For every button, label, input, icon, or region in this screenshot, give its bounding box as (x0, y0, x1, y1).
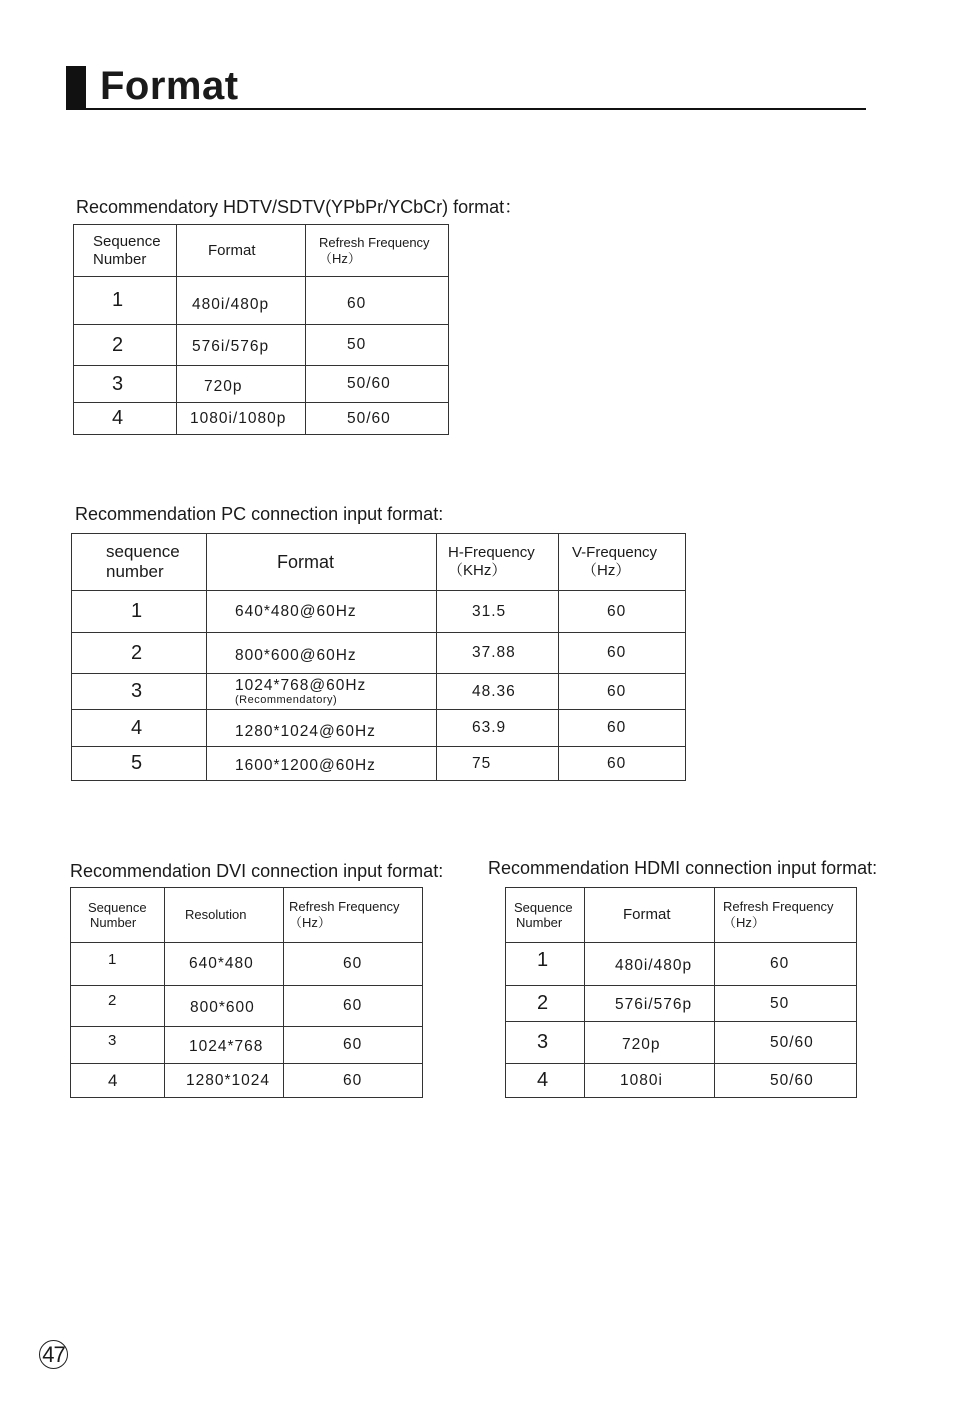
row-refresh: 50 (306, 325, 449, 366)
header-seq-line1: Sequence (93, 232, 161, 250)
row-v-frequency: 60 (559, 747, 686, 781)
header-sequence-number (72, 534, 207, 591)
row-number: 4 (72, 710, 207, 747)
row-refresh: 60 (715, 943, 857, 986)
row-number: 3 (74, 366, 177, 403)
table-row (72, 591, 686, 633)
header-refresh-frequency (284, 888, 423, 943)
table-header-row (72, 534, 686, 591)
table-header-row (506, 888, 857, 943)
table-row (506, 1022, 857, 1064)
row-number: 1 (74, 277, 177, 325)
table-row (72, 747, 686, 781)
row-h-frequency: 48.36 (437, 674, 559, 710)
pc-caption: Recommendation PC connection input format: (75, 504, 444, 524)
table-row (71, 943, 423, 986)
row-number: 3 (506, 1022, 585, 1064)
header-refresh-line2: （Hz） (319, 250, 361, 266)
row-h-frequency: 31.5 (437, 591, 559, 633)
hdtv-table (73, 224, 449, 435)
row-v-frequency: 60 (559, 633, 686, 674)
row-number: 3 (71, 1027, 165, 1064)
table-row (72, 633, 686, 674)
row-number: 2 (72, 633, 207, 674)
row-refresh: 60 (306, 277, 449, 325)
row-refresh: 50/60 (715, 1022, 857, 1064)
row-refresh: 50/60 (306, 366, 449, 403)
header-refresh-frequency (306, 225, 449, 277)
row-v-frequency: 60 (559, 710, 686, 747)
row-refresh: 60 (284, 1027, 423, 1064)
header-seq-line1: sequence (106, 542, 180, 561)
row-h-frequency: 75 (437, 747, 559, 781)
title-divider (66, 108, 866, 110)
header-format: Format (585, 888, 715, 943)
table-row (506, 986, 857, 1022)
row-refresh: 60 (284, 1064, 423, 1098)
row-format: 800*600@60Hz (207, 633, 437, 674)
page-number: 47 (39, 1340, 68, 1369)
row-resolution: 800*600 (165, 986, 284, 1027)
header-seq-line2: Number (516, 915, 563, 930)
row-format: 1280*1024@60Hz (207, 710, 437, 747)
header-v-frequency (559, 534, 686, 591)
hdtv-caption: Recommendatory HDTV/SDTV(YPbPr/YCbCr) format： (76, 197, 523, 217)
row-format: 576i/576p (177, 325, 306, 366)
header-format: Format (177, 225, 306, 277)
table-row (74, 403, 449, 435)
row-v-frequency: 60 (559, 591, 686, 633)
header-seq-line2: Number (93, 250, 147, 268)
row-format: 1600*1200@60Hz (207, 747, 437, 781)
header-refresh-frequency (715, 888, 857, 943)
row-refresh: 50/60 (306, 403, 449, 435)
row-format: 1024*768@60Hz (235, 676, 367, 694)
header-seq-line1: Sequence (88, 900, 147, 915)
row-refresh: 60 (284, 986, 423, 1027)
row-refresh: 50/60 (715, 1064, 857, 1098)
page-title: Format (100, 64, 239, 108)
row-h-frequency: 37.88 (437, 633, 559, 674)
dvi-caption: Recommendation DVI connection input format: (70, 861, 444, 881)
table-row (74, 277, 449, 325)
row-number: 4 (506, 1064, 585, 1098)
table-row (74, 325, 449, 366)
row-format: 1080i (585, 1064, 715, 1098)
row-resolution: 1024*768 (165, 1027, 284, 1064)
table-row (506, 943, 857, 986)
row-number: 1 (506, 943, 585, 986)
hdmi-caption: Recommendation HDMI connection input format: (488, 858, 878, 878)
header-seq-line1: Sequence (514, 900, 573, 915)
header-resolution: Resolution (165, 888, 284, 943)
dvi-table (70, 887, 423, 1098)
row-number: 5 (72, 747, 207, 781)
header-h-frequency (437, 534, 559, 591)
row-h-frequency: 63.9 (437, 710, 559, 747)
header-vfreq-line2: （Hz） (582, 562, 631, 579)
row-format: 480i/480p (177, 277, 306, 325)
row-number: 1 (71, 943, 165, 986)
header-refresh-line2: （Hz） (723, 915, 765, 930)
row-number: 2 (506, 986, 585, 1022)
header-refresh-line1: Refresh Frequency (319, 234, 430, 250)
table-row (74, 366, 449, 403)
title-accent-bar (66, 66, 86, 110)
row-refresh: 60 (284, 943, 423, 986)
header-vfreq-line1: V-Frequency (572, 544, 658, 561)
table-row (72, 710, 686, 747)
row-number: 1 (72, 591, 207, 633)
table-header-row (71, 888, 423, 943)
row-format: 640*480@60Hz (207, 591, 437, 633)
row-resolution: 640*480 (165, 943, 284, 986)
row-v-frequency: 60 (559, 674, 686, 710)
header-refresh-line1: Refresh Frequency (723, 899, 834, 914)
row-resolution: 1280*1024 (165, 1064, 284, 1098)
row-format: 720p (177, 366, 306, 403)
header-format: Format (207, 534, 437, 591)
hdmi-table (505, 887, 857, 1098)
row-format: 576i/576p (585, 986, 715, 1022)
row-format: 480i/480p (585, 943, 715, 986)
row-format: 1080i/1080p (177, 403, 306, 435)
table-row (71, 986, 423, 1027)
header-seq-line2: number (106, 562, 164, 581)
table-row (506, 1064, 857, 1098)
header-sequence-number (506, 888, 585, 943)
row-number: 3 (72, 674, 207, 710)
header-hfreq-line2: （KHz） (448, 562, 507, 579)
table-row (72, 674, 686, 710)
header-refresh-line1: Refresh Frequency (289, 899, 400, 914)
row-format-note: (Recommendatory) (235, 693, 338, 706)
row-number: 4 (71, 1064, 165, 1098)
row-number: 2 (71, 986, 165, 1027)
table-row (71, 1064, 423, 1098)
row-format-cell (207, 674, 437, 710)
pc-table (71, 533, 686, 781)
header-sequence-number (71, 888, 165, 943)
row-refresh: 50 (715, 986, 857, 1022)
header-hfreq-line1: H-Frequency (448, 544, 535, 561)
header-sequence-number (74, 225, 177, 277)
table-header-row (74, 225, 449, 277)
header-seq-line2: Number (90, 915, 137, 930)
header-refresh-line2: （Hz） (289, 915, 331, 930)
row-number: 4 (74, 403, 177, 435)
table-row (71, 1027, 423, 1064)
row-format: 720p (585, 1022, 715, 1064)
row-number: 2 (74, 325, 177, 366)
